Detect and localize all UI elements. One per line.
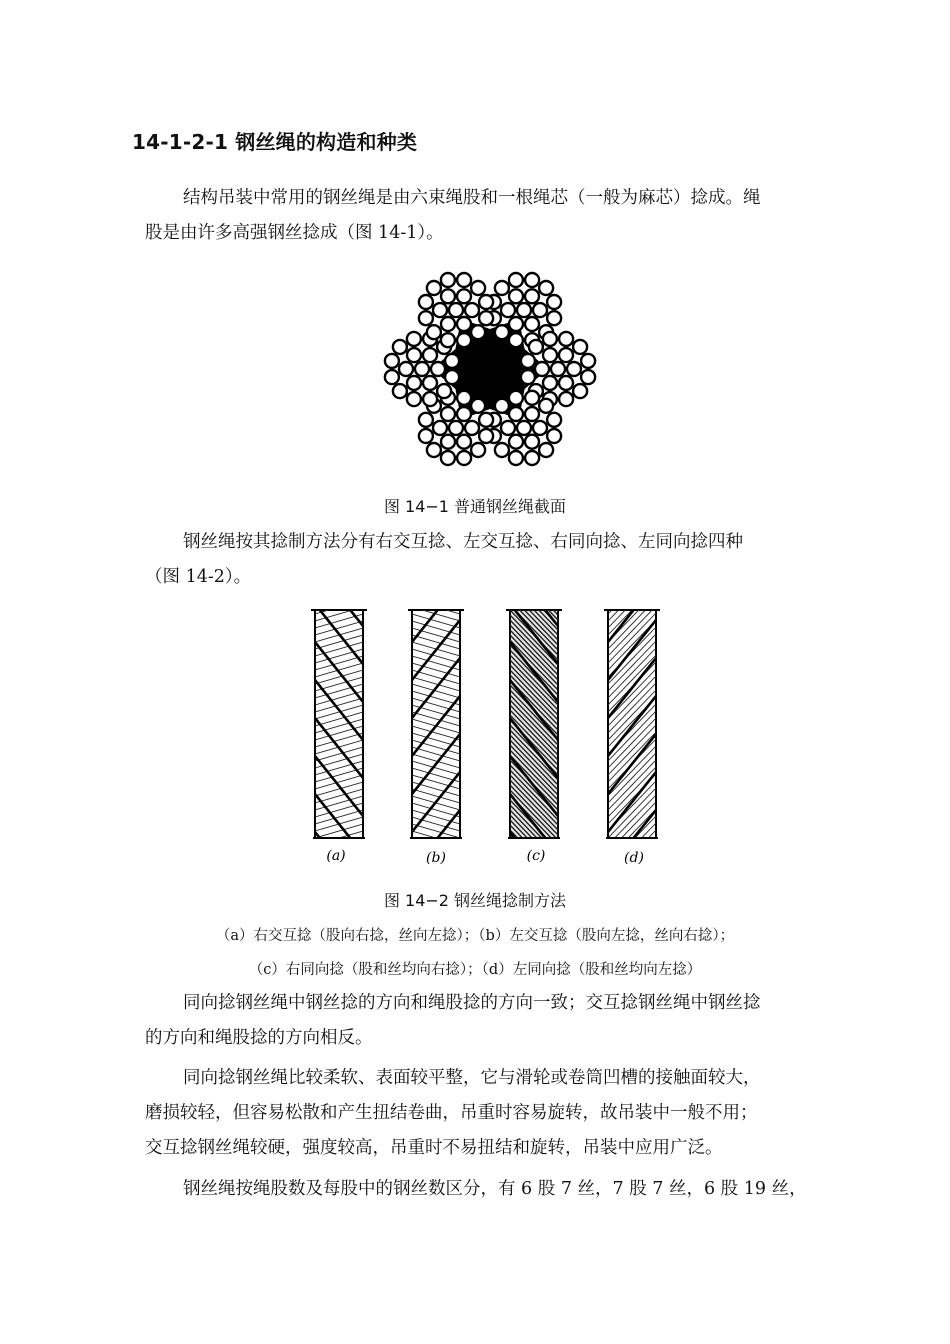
rope-wire <box>441 407 455 421</box>
rope-wire <box>509 333 523 347</box>
rope-wire-line <box>412 866 460 873</box>
rope-wire <box>535 362 549 376</box>
rope-wire <box>501 421 515 435</box>
rope-wire <box>559 392 573 406</box>
rope-wire <box>415 362 429 376</box>
rope-wire <box>509 451 523 465</box>
wire-rope-cross-section-figure <box>365 257 615 477</box>
rope-wire <box>407 348 421 362</box>
paragraph-line: 交互捻钢丝绳较硬，强度较高，吊重时不易扭结和旋转，吊装中应用广泛。 <box>145 1138 723 1158</box>
rope-wire <box>581 370 595 384</box>
rope-wire <box>479 295 493 309</box>
rope-wire <box>457 273 471 287</box>
rope-wire <box>559 376 573 390</box>
rope-wire <box>441 435 455 449</box>
figure2-label-a: (a) <box>326 848 346 864</box>
rope-wire <box>525 451 539 465</box>
rope-strand <box>487 391 561 465</box>
rope-wire <box>509 407 523 421</box>
rope-wire <box>419 311 433 325</box>
rope-wire <box>509 391 523 405</box>
figure2-label-b: (b) <box>426 850 446 866</box>
rope-wire <box>525 407 539 421</box>
rope-wire <box>521 354 535 368</box>
figure2-note-line1: （a）右交互捻（股向右捻，丝向左捻）；（b）左交互捻（股向左捻，丝向右捻）； <box>215 928 735 944</box>
paragraph-line: 同向捻钢丝绳中钢丝捻的方向和绳股捻的方向一致；交互捻钢丝绳中钢丝捻 <box>183 993 761 1013</box>
rope-wire <box>559 332 573 346</box>
rope-wire <box>445 370 459 384</box>
figure2-label-d: (d) <box>624 850 644 866</box>
rope-wire-line <box>315 598 363 607</box>
rope-wire <box>407 376 421 390</box>
rope-wire <box>449 421 463 435</box>
rope-wire <box>427 281 441 295</box>
rope-wire <box>457 333 471 347</box>
rope-wire <box>517 303 531 317</box>
rope-drawing <box>506 598 562 873</box>
rope-strand-line <box>412 598 460 604</box>
figure2-label-c: (c) <box>526 848 546 864</box>
rope-wire <box>533 303 547 317</box>
rope-drawing <box>311 598 367 873</box>
rope-wire <box>539 281 553 295</box>
paragraph-classification <box>145 1172 835 1207</box>
rope-wire <box>581 354 595 368</box>
figure2-note-line2: （c）右同向捻（股和丝均向右捻）；（d）左同向捻（股和丝均向左捻） <box>248 962 702 978</box>
rope-wire <box>509 289 523 303</box>
rope-wire <box>525 273 539 287</box>
rope-wire <box>547 413 561 427</box>
rope-wire <box>431 362 445 376</box>
rope-wire <box>457 317 471 331</box>
rope-wire-line <box>510 598 558 610</box>
rope-wire <box>471 325 485 339</box>
rope-wire <box>427 325 441 339</box>
rope-wire <box>393 340 407 354</box>
rope-wire-line <box>608 598 656 607</box>
rope-wire <box>551 362 565 376</box>
rope-wire <box>495 399 509 413</box>
rope-wire <box>457 391 471 405</box>
rope-drawings <box>311 598 660 873</box>
rope-wire <box>407 332 421 346</box>
rope-wire <box>441 273 455 287</box>
section-title: 14-1-2-1 钢丝绳的构造和种类 <box>132 130 418 154</box>
rope-wire <box>479 311 493 325</box>
rope-wire <box>423 376 437 390</box>
rope-wire-line <box>608 865 656 873</box>
rope-wire <box>445 354 459 368</box>
rope-wire-line <box>510 870 558 873</box>
rope-wire <box>543 376 557 390</box>
paragraph-line: 磨损较轻，但容易松散和产生扭结卷曲，吊重时容易旋转，故吊装中一般不用； <box>145 1103 758 1123</box>
rope-wire <box>433 303 447 317</box>
rope-drawing <box>408 598 464 873</box>
rope-wire <box>573 384 587 398</box>
rope-wire <box>495 443 509 457</box>
rope-wire <box>547 295 561 309</box>
figure2-caption: 图 14−2 钢丝绳捻制方法 <box>383 891 567 910</box>
rope-wire <box>529 340 543 354</box>
rope-wire <box>521 370 535 384</box>
rope-wire <box>441 451 455 465</box>
rope-strand-line <box>510 870 558 873</box>
rope-wire <box>457 289 471 303</box>
rope-wire <box>407 392 421 406</box>
paragraph-lay-direction <box>145 986 835 1056</box>
rope-wire <box>495 281 509 295</box>
rope-wire <box>385 354 399 368</box>
rope-wire <box>419 429 433 443</box>
paragraph-line: 的方向和绳股捻的方向相反。 <box>145 1028 373 1048</box>
rope-wire <box>471 399 485 413</box>
rope-wire-line <box>608 598 656 600</box>
rope-wire <box>547 311 561 325</box>
rope-wire-line <box>315 598 363 600</box>
rope-wire <box>441 333 455 347</box>
rope-wire <box>465 303 479 317</box>
rope-wire <box>471 281 485 295</box>
rope-strand-line <box>315 870 363 873</box>
rope-wire <box>479 429 493 443</box>
rope-wire <box>567 362 581 376</box>
rope-wire <box>479 413 493 427</box>
rope-wire <box>385 370 399 384</box>
rope-wire <box>457 435 471 449</box>
rope-wire <box>457 407 471 421</box>
rope-wire <box>423 348 437 362</box>
rope-wire <box>393 384 407 398</box>
rope-wire <box>539 399 553 413</box>
rope-wire-line <box>510 598 558 605</box>
paragraph-line: 结构吊装中常用的钢丝绳是由六束绳股和一根绳芯（一般为麻芯）捻成。绳 <box>183 188 761 208</box>
rope-wire <box>559 348 573 362</box>
rope-wire <box>465 421 479 435</box>
rope-drawing <box>604 598 660 873</box>
rope-wire <box>437 384 451 398</box>
rope-wire <box>399 362 413 376</box>
rope-wire <box>419 413 433 427</box>
rope-wire <box>419 295 433 309</box>
rope-wire-line <box>315 866 363 873</box>
rope-wire <box>543 332 557 346</box>
rope-wire <box>427 443 441 457</box>
rope-wire <box>501 303 515 317</box>
paragraph-line: （图 14-2）。 <box>145 567 252 587</box>
rope-wire <box>573 340 587 354</box>
rope-wire <box>509 435 523 449</box>
paragraph-comparison <box>145 1061 835 1166</box>
rope-wire <box>441 317 455 331</box>
rope-wire <box>441 289 455 303</box>
rope-wire <box>525 435 539 449</box>
rope-wire-line <box>510 598 558 600</box>
rope-wire <box>449 303 463 317</box>
paragraph-line: 同向捻钢丝绳比较柔软、表面较平整，它与滑轮或卷筒凹槽的接触面较大， <box>183 1068 761 1088</box>
rope-wire-line <box>510 865 558 873</box>
rope-wire-line <box>412 598 460 600</box>
rope-wire <box>543 348 557 362</box>
rope-wire <box>517 421 531 435</box>
rope-wire <box>495 325 509 339</box>
rope-wire <box>433 421 447 435</box>
paragraph-line: 钢丝绳按其捻制方法分有右交互捻、左交互捻、右同向捻、左同向捻四种 <box>183 532 743 552</box>
wire-rope-lay-types-figure <box>300 598 680 873</box>
rope-wire <box>509 273 523 287</box>
rope-strand <box>419 273 493 347</box>
rope-wire <box>525 317 539 331</box>
rope-wire <box>509 317 523 331</box>
rope-wire <box>539 443 553 457</box>
rope-wire <box>423 392 437 406</box>
paragraph-lay-types <box>145 525 835 595</box>
paragraph-line: 股是由许多高强钢丝捻成（图 14-1）。 <box>145 223 444 243</box>
rope-wire <box>471 443 485 457</box>
rope-wire <box>533 421 547 435</box>
figure1-caption: 图 14−1 普通钢丝绳截面 <box>383 497 567 516</box>
rope-wire <box>525 289 539 303</box>
rope-wire-line <box>412 598 460 607</box>
paragraph-line: 钢丝绳按绳股数及每股中的钢丝数区分，有 6 股 7 丝，7 股 7 丝，6 股 19 丝， <box>183 1179 807 1199</box>
rope-wire <box>457 451 471 465</box>
paragraph-intro <box>145 181 835 251</box>
rope-wire <box>547 429 561 443</box>
rope-wire <box>525 391 539 405</box>
rope-strand-line <box>608 598 656 604</box>
